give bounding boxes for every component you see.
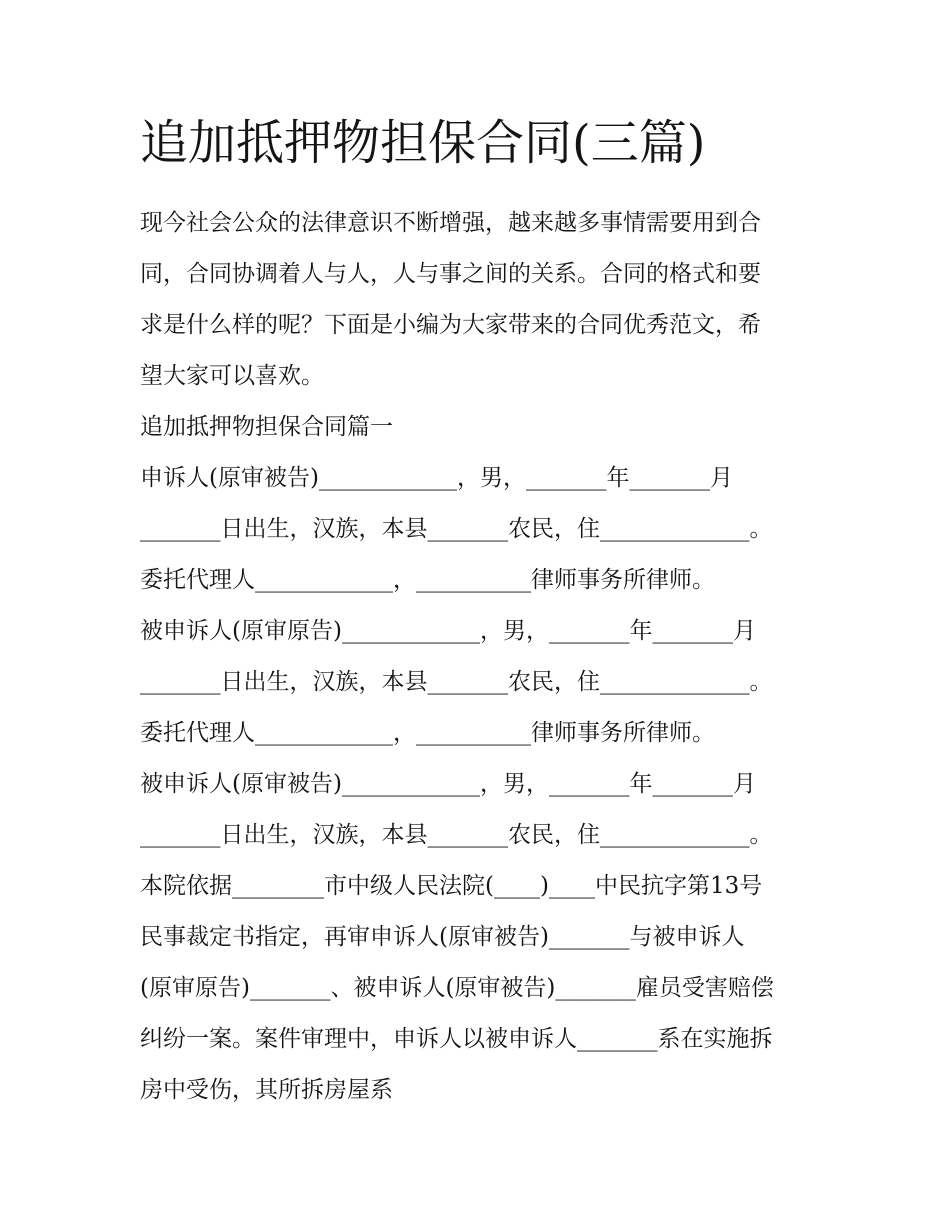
case-text-line-1: 本院依据________市中级人民法院(____)____中民抗字第13号	[140, 873, 763, 899]
appellant-line: 申诉人(原审被告)____________，男，_______年_______月	[140, 465, 733, 491]
case-text-line-2: 民事裁定书指定，再审申诉人(原审被告)_______与被申诉人	[140, 924, 745, 950]
intro-line-4: 望大家可以喜欢。	[140, 363, 324, 389]
appellant-birth-line: _______日出生，汉族，本县_______农民，住_____________。	[140, 516, 773, 542]
respondent-1-line: 被申诉人(原审原告)____________，男，_______年_______月	[140, 618, 756, 644]
respondent-2-birth-line: _______日出生，汉族，本县_______农民，住_____________。	[140, 822, 773, 848]
document-title: 追加抵押物担保合同(三篇)	[140, 115, 706, 171]
intro-line-1: 现今社会公众的法律意识不断增强，越来越多事情需要用到合	[140, 210, 761, 236]
appellant-agent-line: 委托代理人____________，__________律师事务所律师。	[140, 567, 715, 593]
respondent-1-birth-line: _______日出生，汉族，本县_______农民，住_____________。	[140, 669, 773, 695]
document-body	[140, 198, 820, 1116]
case-text-line-4: 纠纷一案。案件审理中，申诉人以被申诉人_______系在实施拆	[140, 1026, 773, 1052]
case-text-line-5: 房中受伤，其所拆房屋系	[140, 1077, 393, 1103]
case-text-line-3: (原审原告)_______、被申诉人(原审被告)_______雇员受害赔偿	[140, 975, 774, 1001]
section-heading: 追加抵押物担保合同篇一	[140, 414, 393, 440]
intro-line-3: 求是什么样的呢？下面是小编为大家带来的合同优秀范文，希	[140, 312, 761, 338]
respondent-1-agent-line: 委托代理人____________，__________律师事务所律师。	[140, 720, 715, 746]
respondent-2-line: 被申诉人(原审被告)____________，男，_______年_______月	[140, 771, 756, 797]
intro-line-2: 同，合同协调着人与人，人与事之间的关系。合同的格式和要	[140, 261, 761, 287]
